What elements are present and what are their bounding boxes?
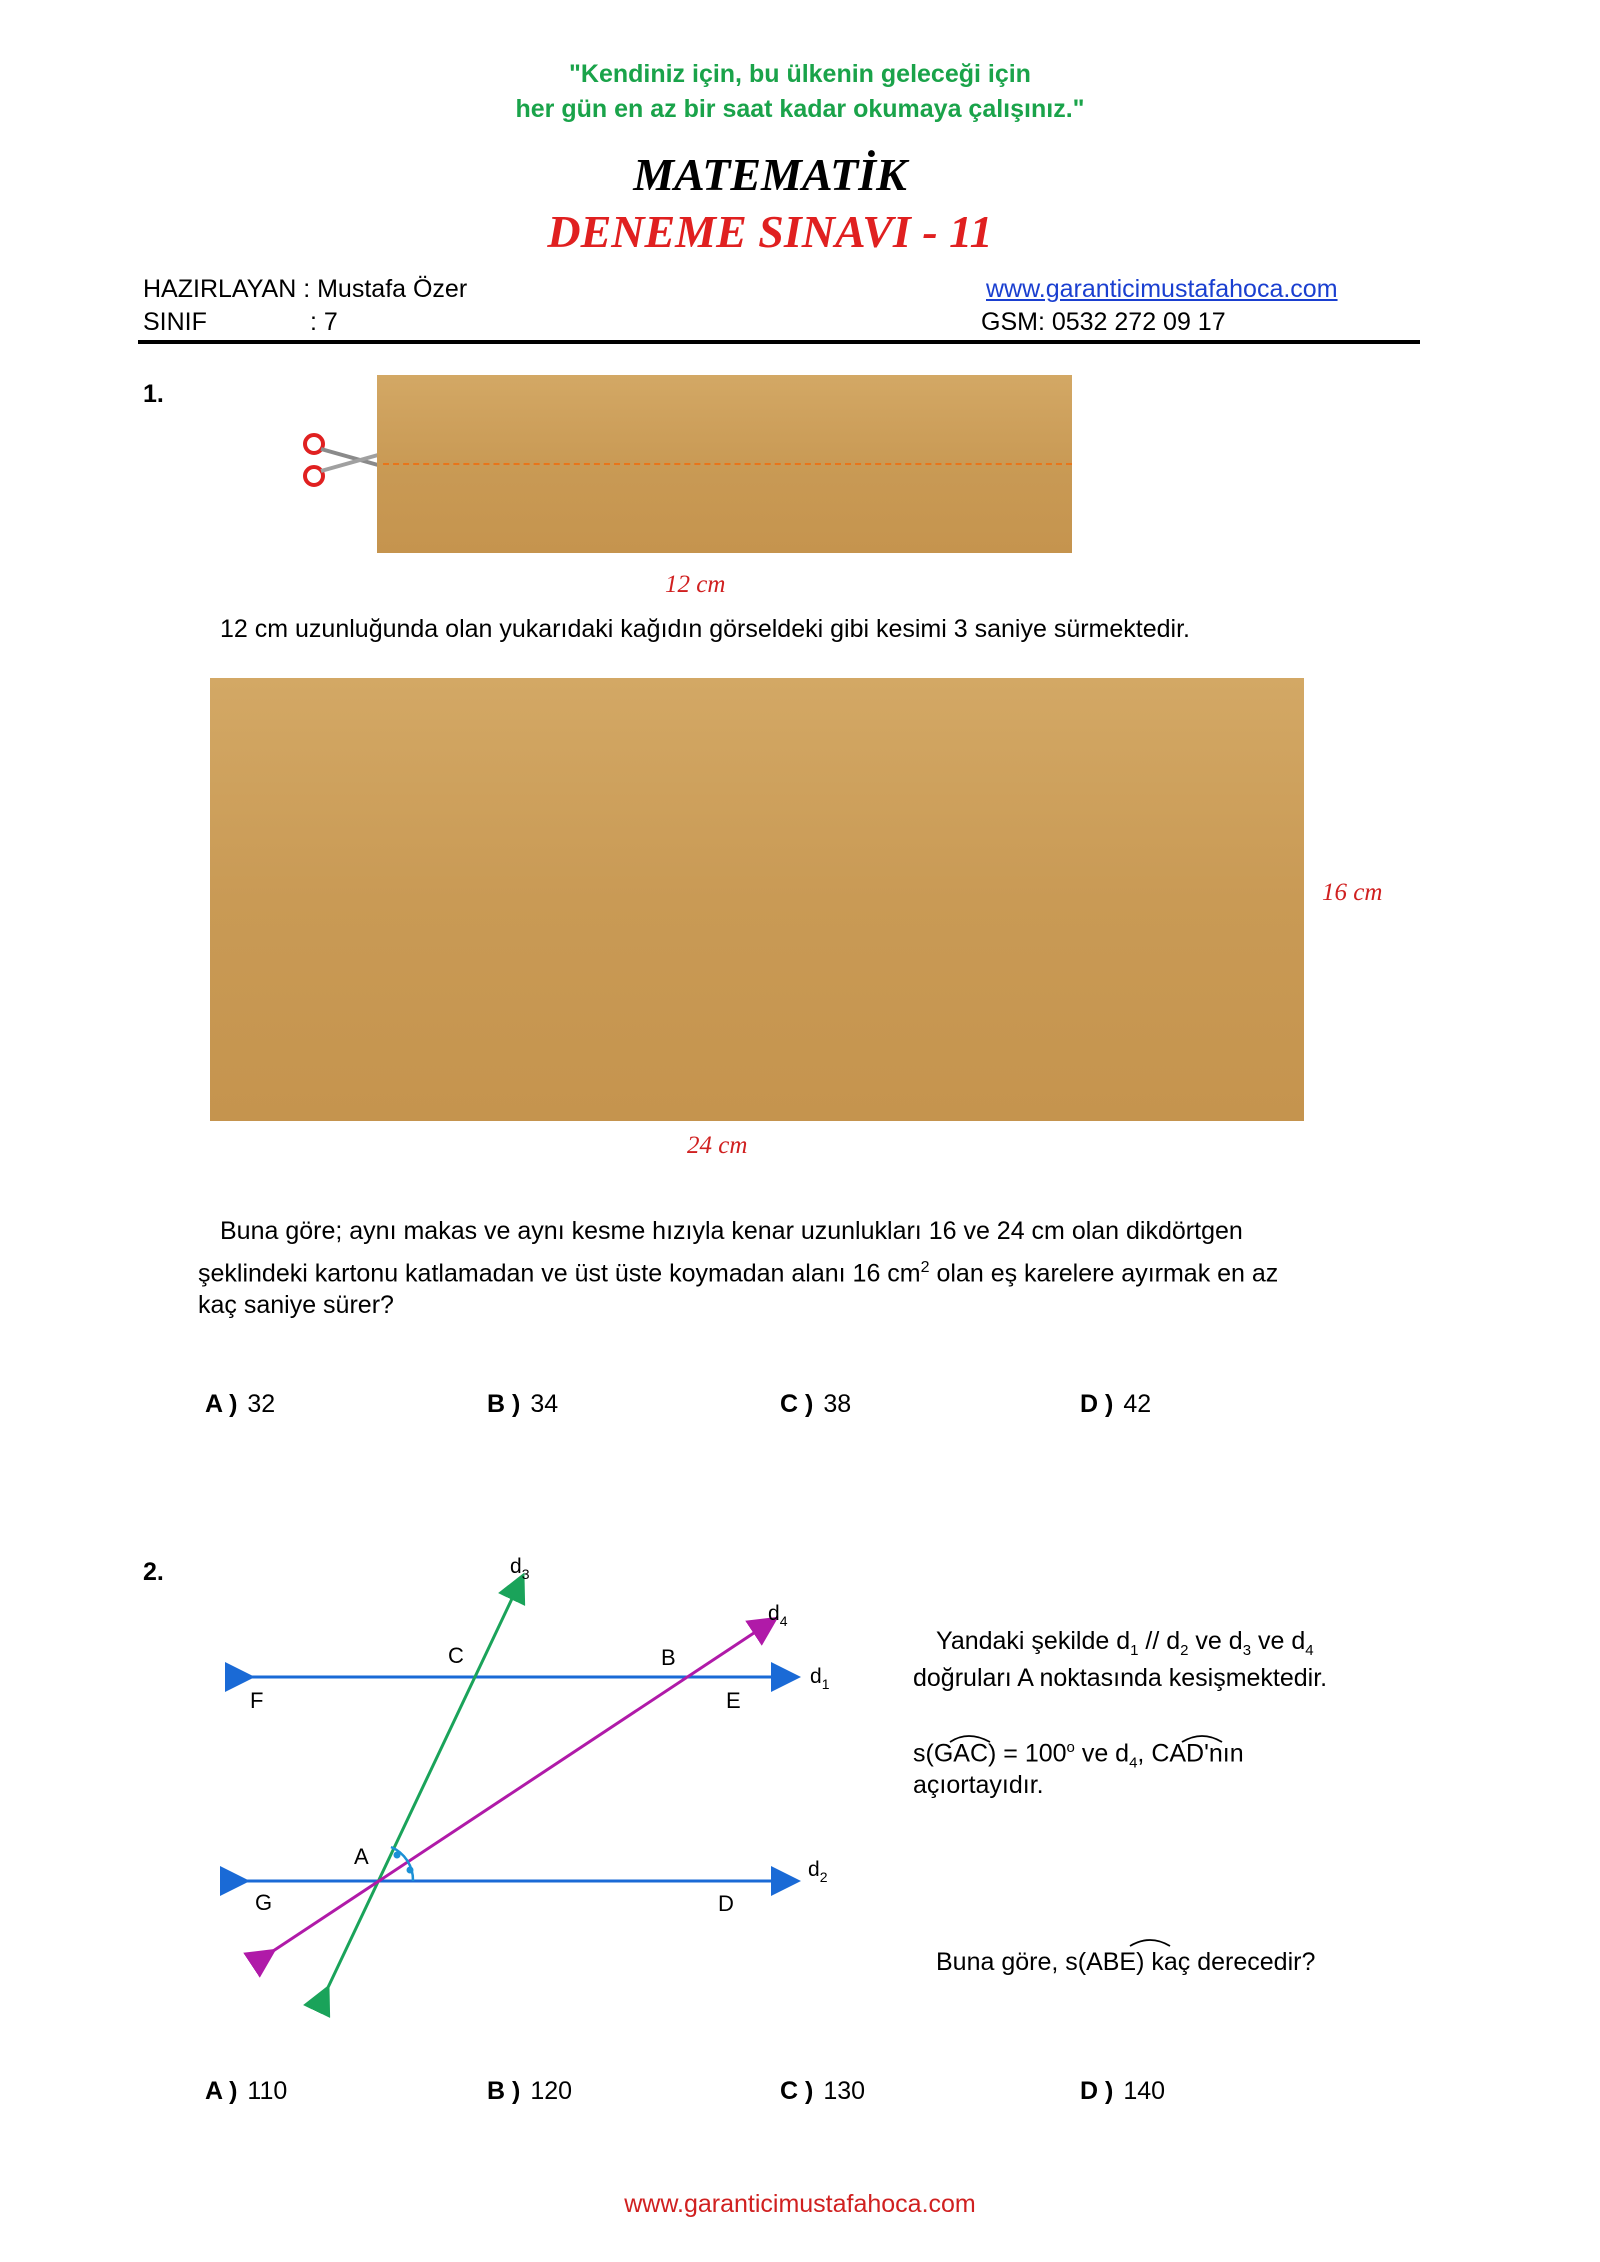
board-height-label: 16 cm [1322,879,1383,906]
label-d4: $d_4$ [768,1602,788,1629]
question-2-text-line-1: Yandaki şekilde $d_1 // d_2$ ve $d_3$ ve $d_4$ [936,1627,1314,1659]
page-title: MATEMATİK [633,149,907,200]
question-2-question: Buna göre, s(ABE) kaç derecedir? [936,1948,1316,1976]
question-1-intro: 12 cm uzunluğunda olan yukarıdaki kağıdın görseldeki gibi kesimi 3 saniye sürmektedir. [220,615,1190,643]
q2-option-c[interactable]: C ) 130 [780,2077,866,2105]
page-subtitle: DENEME SINAVI - 11 [547,206,993,257]
label-point-d: D [718,1891,734,1916]
question-2-text-line-2: doğruları A noktasında kesişmektedir. [913,1664,1328,1692]
label-point-a: A [354,1844,369,1869]
class-value: : 7 [310,308,338,336]
line-d3 [323,1586,518,1998]
angle-mark-dot [394,1852,401,1859]
q1-option-d[interactable]: D ) 42 [1080,1390,1152,1418]
label-point-f: F [250,1688,264,1713]
website-link[interactable]: www.garanticimustafahoca.com [986,275,1338,303]
angle-mark-dot [407,1867,414,1874]
q2-option-d[interactable]: D ) 140 [1080,2077,1166,2105]
question-2-text-line-4: açıortayıdır. [913,1771,1044,1799]
q2-option-b[interactable]: B ) 120 [487,2077,573,2105]
question-1-number: 1. [143,380,164,408]
class-label: SINIF [143,308,207,336]
label-d2: $d_2$ [808,1858,828,1885]
question-2-number: 2. [143,1558,164,1586]
board-width-label: 24 cm [687,1132,748,1159]
question-1-text-line-1: Buna göre; aynı makas ve aynı kesme hızıyla kenar uzunlukları 16 ve 24 cm olan dikdörtgen [220,1217,1243,1245]
label-d3: $d_3$ [510,1555,530,1582]
q1-option-c[interactable]: C ) 38 [780,1390,852,1418]
question-1-text-line-2: şeklindeki kartonu katlamadan ve üst üste koymadan alanı 16 $cm^2$ olan eş karelere ayırmak en az [198,1259,1279,1288]
line-d4 [264,1625,766,1957]
strip-length-label: 12 cm [665,571,726,598]
question-1-text-line-3: kaç saniye sürer? [198,1291,394,1319]
gsm-number: GSM: 0532 272 09 17 [981,308,1226,336]
q1-option-a[interactable]: A ) 32 [205,1390,276,1418]
question-2-text-line-3: $s(GAC) = 100^o$ ve $d_4$, CAD'nın [913,1739,1244,1772]
label-point-b: B [661,1645,676,1670]
quote-line-1: "Kendiniz için, bu ülkenin geleceği için [569,60,1031,88]
quote-line-2: her gün en az bir saat kadar okumaya çalışınız." [515,95,1085,123]
footer-website[interactable]: www.garanticimustafahoca.com [624,2190,976,2218]
author-label: HAZIRLAYAN : Mustafa Özer [143,275,468,303]
q2-option-a[interactable]: A ) 110 [205,2077,288,2105]
q1-option-b[interactable]: B ) 34 [487,1390,559,1418]
label-point-e: E [726,1688,741,1713]
label-point-c: C [448,1643,464,1668]
label-point-g: G [255,1890,273,1915]
label-d1: $d_1$ [810,1665,830,1692]
